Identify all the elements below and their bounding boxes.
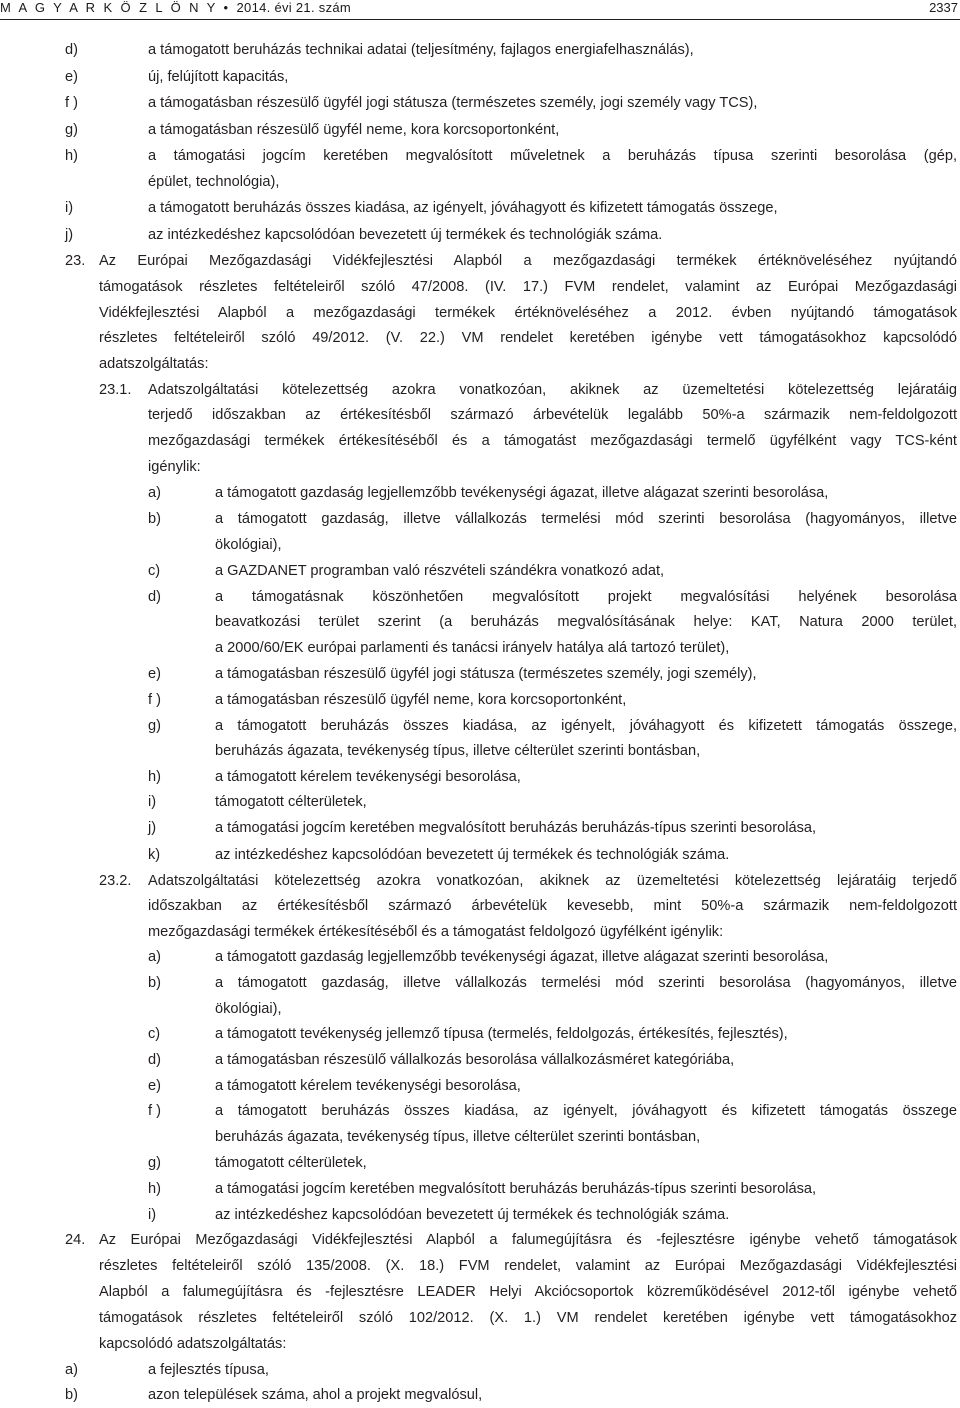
sublist-item-text: ökológiai), xyxy=(215,537,282,553)
sublist-item-label: f ) xyxy=(148,1103,161,1119)
sublist-item-text: támogatott célterületek, xyxy=(215,1155,367,1171)
sublist-item-label: a) xyxy=(148,949,161,965)
page-number: 2337 xyxy=(929,0,958,15)
sublist-item-text: a támogatott beruházás összes kiadása, az igényelt, jóváhagyott és kifizetett támogatás összege xyxy=(215,1103,957,1119)
header-rule xyxy=(0,19,960,20)
section-paragraph-line: részletes feltételeiről szóló 49/2012. (V. 22.) VM rendelet keretében igénybe vett támogatásokhoz kapcsolódó xyxy=(99,330,957,346)
list-item-text: a támogatási jogcím keretében megvalósított műveletnek a beruházás típusa szerinti besorolása (gép, xyxy=(148,148,957,164)
sublist-item-text: beavatkozási terület szerint (a beruházás megvalósításának helye: KAT, Natura 2000 terület, xyxy=(215,614,957,630)
subsection-number: 23.2. xyxy=(99,873,132,889)
sublist-item-text: a támogatott gazdaság, illetve vállalkozás termelési mód szerinti besorolása (hagyományos, illetve xyxy=(215,975,957,991)
sublist-item-text: az intézkedéshez kapcsolódóan bevezetett új termékek és technológiák száma. xyxy=(215,1207,730,1223)
sublist-item-text: a támogatott tevékenység jellemző típusa (termelés, feldolgozás, értékesítés, fejlesztés), xyxy=(215,1026,788,1042)
sublist-item-label: b) xyxy=(148,511,161,527)
list-item-text: a fejlesztés típusa, xyxy=(148,1362,269,1378)
list-item-text: épület, technológia), xyxy=(148,174,280,190)
section-paragraph-line: Alapból a falumegújításra és -fejlesztésre LEADER Helyi Akciócsoportok közreműködésével 2012-től igénybe vehető xyxy=(99,1284,957,1300)
subsection-paragraph-line: Adatszolgáltatási kötelezettség azokra vonatkozóan, akiknek az üzemeltetési kötelezettség lejáratáig terjedő xyxy=(148,873,957,889)
sublist-item-text: a támogatásban részesülő ügyfél neme, kora korcsoportonként, xyxy=(215,692,627,708)
list-item-label: f ) xyxy=(65,95,78,111)
subsection-paragraph-line: igénylik: xyxy=(148,459,201,475)
subsection-paragraph-line: Adatszolgáltatási kötelezettség azokra vonatkozóan, akiknek az üzemeltetési kötelezettség lejáratáig xyxy=(148,382,957,398)
list-item-text: a támogatott beruházás technikai adatai (teljesítmény, fajlagos energiafelhasználás), xyxy=(148,42,694,58)
list-item-text: azon települések száma, ahol a projekt megvalósul, xyxy=(148,1387,483,1403)
sublist-item-label: d) xyxy=(148,589,161,605)
subsection-paragraph-line: mezőgazdasági termékek értékesítéséből és a támogatást feldolgozó ügyfélként igénylik: xyxy=(148,924,724,940)
sublist-item-text: ökológiai), xyxy=(215,1001,282,1017)
list-item-text: az intézkedéshez kapcsolódóan bevezetett új termékek és technológiák száma. xyxy=(148,227,663,243)
journal-title xyxy=(0,0,351,15)
journal-name: M A G Y A R K Ö Z L Ö N Y xyxy=(0,0,218,15)
sublist-item-text: a támogatott gazdaság legjellemzőbb tevékenységi ágazat, illetve alágazat szerinti besorolása, xyxy=(215,485,829,501)
sublist-item-label: a) xyxy=(148,485,161,501)
section-number: 24. xyxy=(65,1232,86,1248)
sublist-item-label: i) xyxy=(148,794,157,810)
sublist-item-label: d) xyxy=(148,1052,161,1068)
sublist-item-label: f ) xyxy=(148,692,161,708)
section-paragraph-line: Vidékfejlesztési Alapból a mezőgazdasági termékek értéknöveléséhez a 2012. évben nyújtandó támogatások xyxy=(99,305,957,321)
sublist-item-text: a támogatásnak köszönhetően megvalósított projekt megvalósítási helyének besorolása xyxy=(215,589,957,605)
sublist-item-label: c) xyxy=(148,1026,161,1042)
sublist-item-text: a támogatott kérelem tevékenységi besorolása, xyxy=(215,769,521,785)
sublist-item-text: a támogatási jogcím keretében megvalósított beruházás beruházás-típus szerinti besorolása, xyxy=(215,820,817,836)
list-item-label: i) xyxy=(65,200,74,216)
list-item-label: e) xyxy=(65,69,78,85)
sublist-item-text: a GAZDANET programban való részvételi szándékra vonatkozó adat, xyxy=(215,563,665,579)
list-item-label: g) xyxy=(65,122,78,138)
subsection-paragraph-line: mezőgazdasági termékek értékesítéséből és a támogatást mezőgazdasági termelő ügyfélként vagy TCS-ként xyxy=(148,433,957,449)
list-item-text: a támogatott beruházás összes kiadása, az igényelt, jóváhagyott és kifizetett támogatás összege, xyxy=(148,200,778,216)
section-paragraph-line: adatszolgáltatás: xyxy=(99,356,209,372)
section-paragraph-line: támogatások részletes feltételeiről szóló 47/2008. (IV. 17.) FVM rendelet, valamint az Európai Mezőgazdasági xyxy=(99,279,957,295)
list-item-text: a támogatásban részesülő ügyfél jogi státusza (természetes személy, jogi személy vagy TCS), xyxy=(148,95,758,111)
sublist-item-text: a támogatott kérelem tevékenységi besorolása, xyxy=(215,1078,521,1094)
sublist-item-label: h) xyxy=(148,769,161,785)
sublist-item-label: b) xyxy=(148,975,161,991)
subsection-number: 23.1. xyxy=(99,382,132,398)
list-item-label: b) xyxy=(65,1387,78,1403)
sublist-item-text: beruházás ágazata, tevékenység típus, illetve célterület szerinti bontásban, xyxy=(215,743,701,759)
sublist-item-text: a támogatási jogcím keretében megvalósított beruházás beruházás-típus szerinti besorolása, xyxy=(215,1181,817,1197)
section-paragraph-line: kapcsolódó adatszolgáltatás: xyxy=(99,1336,287,1352)
sublist-item-label: g) xyxy=(148,718,161,734)
sublist-item-text: beruházás ágazata, tevékenység típus, illetve célterület szerinti bontásban, xyxy=(215,1129,701,1145)
section-paragraph-line: Az Európai Mezőgazdasági Vidékfejlesztési Alapból a falumegújításra és -fejlesztésre igénybe vehető támogatások xyxy=(99,1232,957,1248)
sublist-item-text: a támogatásban részesülő vállalkozás besorolása vállalkozásméret kategóriába, xyxy=(215,1052,735,1068)
subsection-paragraph-line: terjedő időszakban az értékesítésből származó árbevételük legalább 50%-a származik nem-feldolgozott xyxy=(148,407,957,423)
list-item-label: h) xyxy=(65,148,78,164)
sublist-item-label: c) xyxy=(148,563,161,579)
sublist-item-label: e) xyxy=(148,666,161,682)
list-item-label: j) xyxy=(65,227,74,243)
page-header xyxy=(0,0,960,22)
sublist-item-text: a támogatott beruházás összes kiadása, az igényelt, jóváhagyott és kifizetett támogatás összege, xyxy=(215,718,957,734)
sublist-item-text: a támogatásban részesülő ügyfél jogi státusza (természetes személy, jogi személy), xyxy=(215,666,757,682)
sublist-item-text: a támogatott gazdaság, illetve vállalkozás termelési mód szerinti besorolása (hagyományos, illetve xyxy=(215,511,957,527)
section-paragraph-line: részletes feltételeiről szóló 135/2008. (X. 18.) FVM rendelet, valamint az Európai Mezőgazdasági Vidékfejlesztési xyxy=(99,1258,957,1274)
sublist-item-label: j) xyxy=(148,820,157,836)
sublist-item-text: az intézkedéshez kapcsolódóan bevezetett új termékek és technológiák száma. xyxy=(215,847,730,863)
list-item-text: a támogatásban részesülő ügyfél neme, kora korcsoportonként, xyxy=(148,122,560,138)
section-paragraph-line: Az Európai Mezőgazdasági Vidékfejlesztési Alapból a mezőgazdasági termékek értéknöveléséhez nyújtandó xyxy=(99,253,957,269)
list-item-text: új, felújított kapacitás, xyxy=(148,69,289,85)
sublist-item-label: h) xyxy=(148,1181,161,1197)
sublist-item-label: i) xyxy=(148,1207,157,1223)
edition-label: 2014. évi 21. szám xyxy=(236,0,352,15)
header-bullet: • xyxy=(223,0,231,15)
sublist-item-label: e) xyxy=(148,1078,161,1094)
sublist-item-text: a 2000/60/EK európai parlamenti és tanácsi irányelv hatálya alá tartozó terület), xyxy=(215,640,730,656)
subsection-paragraph-line: időszakban az értékesítésből származó árbevételük kevesebb, mint 50%-a származik nem-feldolgozott xyxy=(148,898,957,914)
section-paragraph-line: támogatások részletes feltételeiről szóló 102/2012. (X. 1.) VM rendelet keretében igénybe vett támogatásokhoz xyxy=(99,1310,957,1326)
sublist-item-text: a támogatott gazdaság legjellemzőbb tevékenységi ágazat, illetve alágazat szerinti besorolása, xyxy=(215,949,829,965)
sublist-item-label: k) xyxy=(148,847,161,863)
section-number: 23. xyxy=(65,253,86,269)
list-item-label: a) xyxy=(65,1362,78,1378)
sublist-item-label: g) xyxy=(148,1155,161,1171)
sublist-item-text: támogatott célterületek, xyxy=(215,794,367,810)
list-item-label: d) xyxy=(65,42,78,58)
